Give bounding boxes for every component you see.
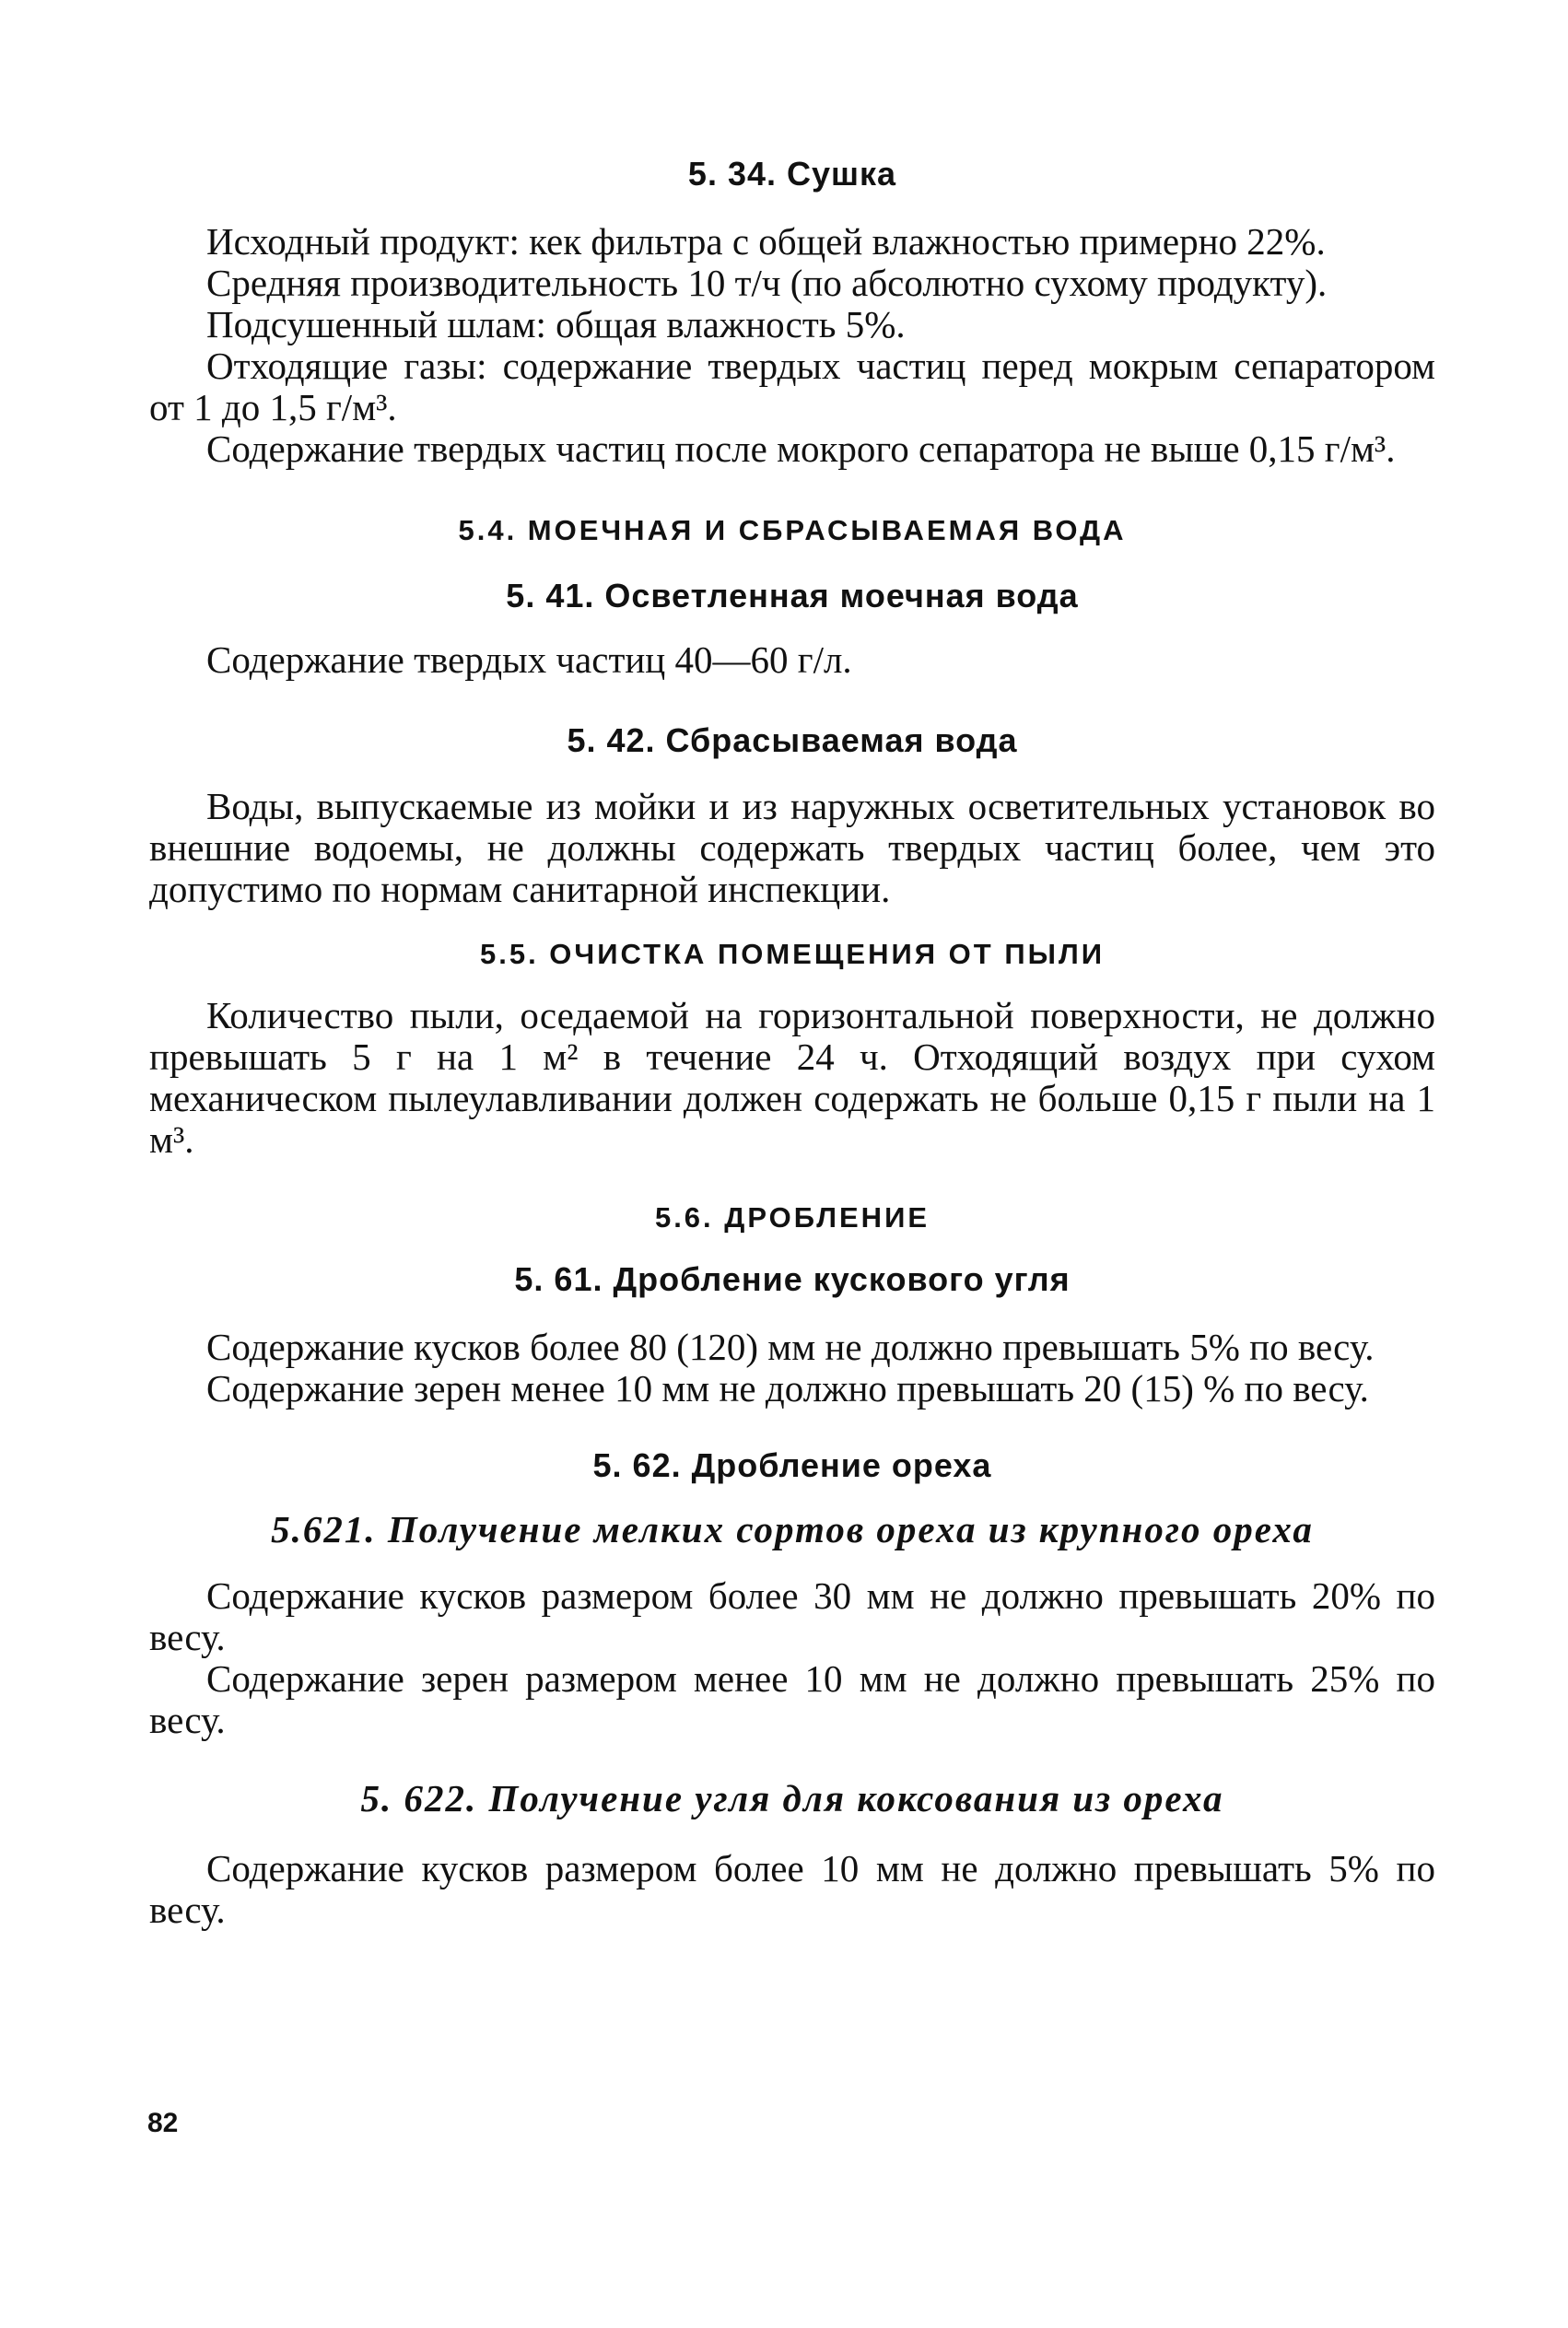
heading-5-622: 5. 622. Получение угля для коксования из ореха — [360, 1777, 1224, 1819]
para-5-621-grains: Содержание зерен размером менее 10 мм не должно превышать 25% по весу. — [149, 1657, 1435, 1741]
heading-5-621: 5.621. Получение мелких сортов ореха из крупного ореха — [271, 1508, 1314, 1550]
page-body — [149, 138, 1435, 1931]
heading-5-41: 5. 41. Осветленная моечная вода — [506, 577, 1079, 614]
para-5-621-pieces: Содержание кусков размером более 30 мм не должно превышать 20% по весу. — [149, 1574, 1435, 1658]
heading-5-6: 5.6. ДРОБЛЕНИЕ — [654, 1201, 930, 1234]
para-5-34-exhaust-gases: Отходящие газы: содержание твердых частиц перед мокрым сепаратором от 1 до 1,5 г/м³. — [149, 345, 1435, 428]
heading-5-5: 5.5. ОЧИСТКА ПОМЕЩЕНИЯ ОТ ПЫЛИ — [479, 938, 1106, 970]
heading-5-42: 5. 42. Сбрасываемая вода — [567, 721, 1018, 759]
para-5-34-dried-sludge: Подсушенный шлам: общая влажность 5%. — [206, 303, 906, 345]
para-5-61-grains: Содержание зерен менее 10 мм не должно превышать 20 (15) % по весу. — [206, 1367, 1369, 1410]
heading-5-61: 5. 61. Дробление кускового угля — [514, 1260, 1071, 1298]
para-5-622-pieces: Содержание кусков размером более 10 мм не должно превышать 5% по весу. — [149, 1847, 1435, 1931]
para-5-5-dust: Количество пыли, оседаемой на горизонтальной поверхности, не должно превышать 5 г на 1 м² в течение 24 ч. Отходящий воздух при сухом механическом пылеулавливании должен содержать не больше 0,15 г пыли на 1 м³. — [149, 994, 1435, 1161]
para-5-61-pieces: Содержание кусков более 80 (120) мм не должно превышать 5% по весу. — [206, 1326, 1375, 1368]
page-number: 82 — [147, 2108, 179, 2138]
para-5-42-discharge: Воды, выпускаемые из мойки и из наружных осветительных установок во внешние водоемы, не должны содержать твердых частиц более, чем это допустимо по нормам санитарной инспекции. — [149, 785, 1435, 910]
para-5-34-initial-product: Исходный продукт: кек фильтра с общей влажностью примерно 22%. — [206, 220, 1326, 263]
heading-5-4: 5.4. МОЕЧНАЯ И СБРАСЫВАЕМАЯ ВОДА — [458, 514, 1127, 546]
para-5-34-solids-after-separator: Содержание твердых частиц после мокрого сепаратора не выше 0,15 г/м³. — [206, 427, 1396, 470]
para-5-41-solids: Содержание твердых частиц 40—60 г/л. — [206, 638, 852, 681]
heading-5-34: 5. 34. Сушка — [687, 155, 897, 193]
para-5-34-productivity: Средняя производительность 10 т/ч (по абсолютно сухому продукту). — [206, 262, 1328, 304]
heading-5-62: 5. 62. Дробление ореха — [592, 1446, 992, 1484]
